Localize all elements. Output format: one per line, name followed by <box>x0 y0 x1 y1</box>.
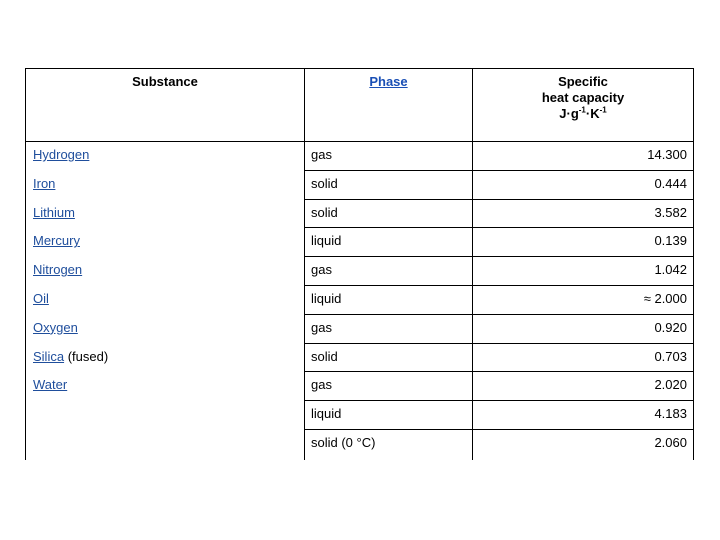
unit-exp-2: -1 <box>599 105 607 115</box>
header-substance: Substance <box>132 74 198 89</box>
header-phase <box>305 74 472 90</box>
row-divider <box>304 199 694 200</box>
substance-cell <box>33 291 49 307</box>
heat-value-cell: 3.582 <box>654 204 687 220</box>
phase-cell: solid <box>311 175 338 191</box>
row-divider <box>304 256 694 257</box>
header-heat-line2: heat capacity <box>541 90 625 105</box>
heat-value-cell: 0.703 <box>654 348 687 364</box>
unit-j: J·g <box>559 106 579 121</box>
row-divider <box>304 429 694 430</box>
row-divider <box>304 170 694 171</box>
substance-cell <box>33 262 82 278</box>
header-phase-link[interactable]: Phase <box>369 74 408 89</box>
heat-value-cell: 1.042 <box>654 262 687 278</box>
heat-value-cell: 14.300 <box>647 147 687 162</box>
substance-cell <box>33 205 75 221</box>
header-heat-unit <box>473 106 693 122</box>
unit-exp-1: -1 <box>578 105 586 115</box>
header-specific-heat <box>473 74 693 122</box>
heat-value-cell: 0.139 <box>654 233 687 249</box>
table-left-border <box>25 68 26 460</box>
table-phase-divider <box>304 68 305 460</box>
phase-cell: gas <box>311 377 332 393</box>
heat-value-cell: 0.920 <box>654 319 687 335</box>
phase-cell: solid <box>311 348 338 364</box>
substance-link[interactable]: Oil <box>33 291 49 306</box>
heat-value-cell: 2.020 <box>654 377 687 393</box>
substance-link[interactable]: Nitrogen <box>33 262 83 278</box>
substance-link[interactable]: Silica <box>33 348 65 364</box>
substance-cell <box>33 176 55 192</box>
substance-link[interactable]: Mercury <box>33 233 80 249</box>
substance-cell <box>33 349 108 365</box>
phase-cell: liquid <box>311 406 342 422</box>
unit-k: ·K <box>585 106 600 121</box>
heat-value-cell: 0.444 <box>654 175 687 191</box>
row-divider <box>304 227 694 228</box>
substance-suffix: (fused) <box>64 348 109 364</box>
row-divider <box>304 343 694 344</box>
table-top-border <box>25 68 694 69</box>
substance-link[interactable]: Iron <box>33 175 56 191</box>
table-right-border <box>693 68 694 460</box>
substance-cell <box>33 147 89 163</box>
row-divider <box>304 314 694 315</box>
substance-cell <box>33 233 80 249</box>
substance-link[interactable]: Lithium <box>33 204 75 220</box>
phase-cell: gas <box>311 147 332 162</box>
row-divider <box>304 400 694 401</box>
row-divider <box>304 371 694 372</box>
substance-link[interactable]: Hydrogen <box>33 147 90 162</box>
row-divider <box>25 141 694 142</box>
substance-link[interactable]: Oxygen <box>33 319 78 335</box>
phase-cell: gas <box>311 319 332 335</box>
phase-cell: liquid <box>311 291 342 306</box>
substance-cell <box>33 320 78 336</box>
table-value-divider <box>472 68 473 460</box>
substance-link[interactable]: Water <box>33 377 68 393</box>
row-divider <box>304 285 694 286</box>
phase-cell: solid (0 °C) <box>311 435 376 450</box>
substance-cell <box>33 377 67 393</box>
heat-value-cell: 2.060 <box>654 435 687 450</box>
heat-value-cell: ≈ 2.000 <box>643 291 687 306</box>
phase-cell: liquid <box>311 233 342 249</box>
header-heat-line1: Specific <box>558 74 608 89</box>
heat-value-cell: 4.183 <box>654 406 687 422</box>
phase-cell: solid <box>311 204 338 220</box>
phase-cell: gas <box>311 262 332 278</box>
